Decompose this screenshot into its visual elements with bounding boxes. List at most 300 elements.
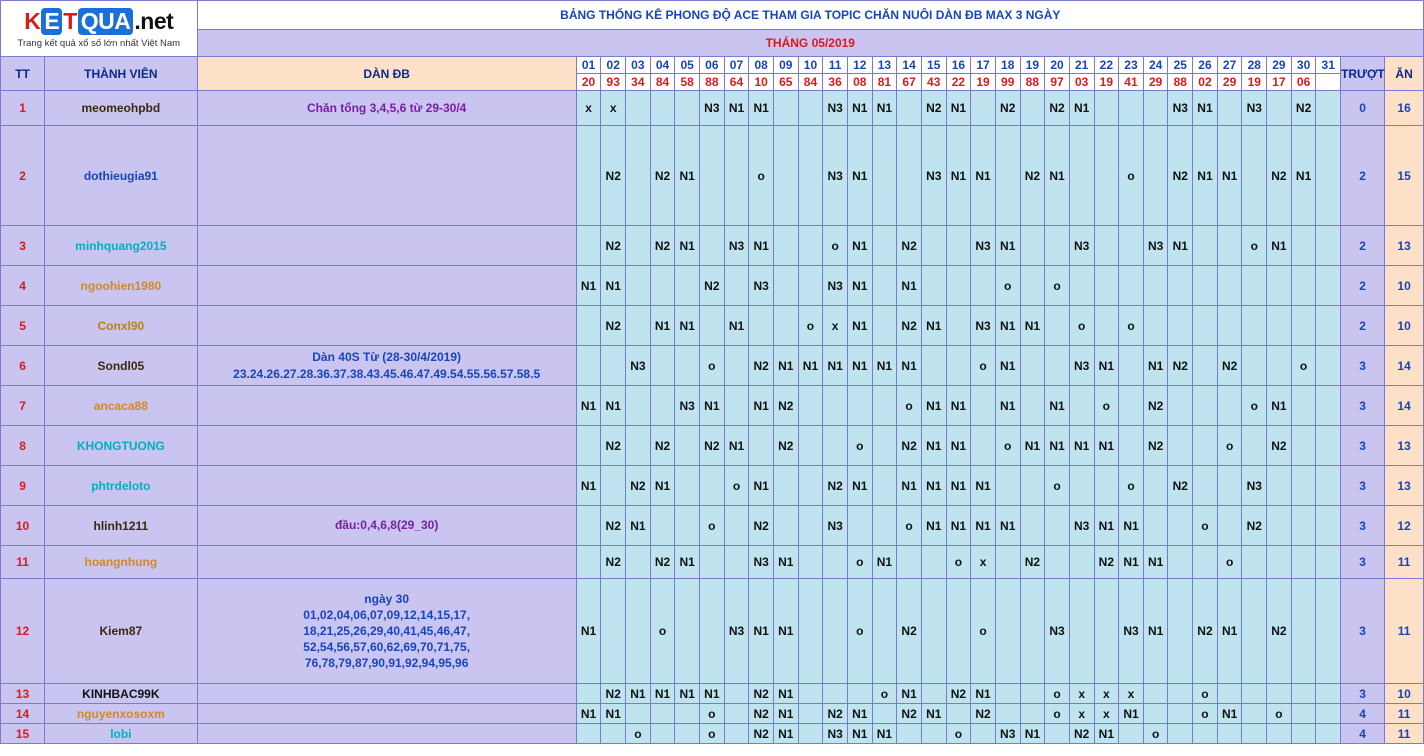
- table-row: [1, 546, 1424, 579]
- col-dan: DÀN ĐB: [197, 57, 576, 91]
- result-cell: [1119, 226, 1144, 266]
- an-value: 13: [1385, 426, 1424, 466]
- result-cell: [773, 126, 798, 226]
- result-cell: [1291, 724, 1316, 744]
- result-cell: [700, 466, 725, 506]
- result-cell: o: [897, 506, 922, 546]
- result-cell: [798, 704, 823, 724]
- truot-value: 2: [1341, 306, 1385, 346]
- result-cell: o: [798, 306, 823, 346]
- result-cell: N2: [773, 386, 798, 426]
- member-name[interactable]: KHONGTUONG: [45, 426, 197, 466]
- result-cell: [1020, 579, 1045, 684]
- result-cell: N1: [576, 266, 601, 306]
- result-cell: [1143, 126, 1168, 226]
- day-value: 81: [872, 74, 897, 91]
- member-name[interactable]: lobi: [45, 724, 197, 744]
- result-cell: N1: [1267, 226, 1292, 266]
- day-value: 58: [675, 74, 700, 91]
- day-header: 05: [675, 57, 700, 74]
- dan-db-cell: [197, 386, 576, 426]
- result-cell: [872, 126, 897, 226]
- row-index: 6: [1, 346, 45, 386]
- result-cell: [675, 506, 700, 546]
- member-name[interactable]: hoangnhung: [45, 546, 197, 579]
- result-cell: [773, 266, 798, 306]
- result-cell: [1217, 506, 1242, 546]
- an-value: 10: [1385, 266, 1424, 306]
- result-cell: [995, 466, 1020, 506]
- result-cell: [872, 266, 897, 306]
- result-cell: o: [1094, 386, 1119, 426]
- result-cell: N3: [1143, 226, 1168, 266]
- result-cell: [724, 386, 749, 426]
- row-index: 10: [1, 506, 45, 546]
- result-cell: o: [1143, 724, 1168, 744]
- result-cell: [1094, 226, 1119, 266]
- result-cell: N2: [1143, 426, 1168, 466]
- day-value: 03: [1069, 74, 1094, 91]
- result-cell: N1: [847, 724, 872, 744]
- day-value: 17: [1267, 74, 1292, 91]
- result-cell: [1094, 579, 1119, 684]
- result-cell: N1: [847, 466, 872, 506]
- day-header: 13: [872, 57, 897, 74]
- result-cell: N3: [1242, 466, 1267, 506]
- result-cell: [1267, 506, 1292, 546]
- result-cell: [724, 126, 749, 226]
- day-value: 97: [1045, 74, 1070, 91]
- member-name[interactable]: ngoohien1980: [45, 266, 197, 306]
- col-an: ĂN: [1385, 57, 1424, 91]
- result-cell: N3: [724, 579, 749, 684]
- table-row: [1, 226, 1424, 266]
- result-cell: [1168, 684, 1193, 704]
- result-cell: N1: [601, 386, 626, 426]
- result-cell: N2: [1267, 426, 1292, 466]
- result-cell: [847, 386, 872, 426]
- result-cell: N2: [749, 724, 774, 744]
- result-cell: [1168, 724, 1193, 744]
- result-cell: o: [995, 266, 1020, 306]
- an-value: 14: [1385, 346, 1424, 386]
- day-header: 19: [1020, 57, 1045, 74]
- result-cell: [1217, 226, 1242, 266]
- day-value: 19: [971, 74, 996, 91]
- result-cell: N1: [872, 346, 897, 386]
- result-cell: [1168, 386, 1193, 426]
- result-cell: [601, 466, 626, 506]
- an-value: 16: [1385, 91, 1424, 126]
- result-cell: N2: [1267, 579, 1292, 684]
- result-cell: N1: [773, 684, 798, 704]
- result-cell: N1: [773, 704, 798, 724]
- result-cell: N1: [921, 466, 946, 506]
- result-cell: o: [872, 684, 897, 704]
- result-cell: o: [1045, 466, 1070, 506]
- result-cell: [946, 226, 971, 266]
- result-cell: [576, 684, 601, 704]
- result-cell: [872, 426, 897, 466]
- result-cell: [1316, 426, 1341, 466]
- result-cell: [1242, 546, 1267, 579]
- dan-db-cell: [197, 266, 576, 306]
- result-cell: N2: [749, 346, 774, 386]
- result-cell: N3: [1168, 91, 1193, 126]
- result-cell: N2: [897, 579, 922, 684]
- result-cell: o: [1045, 704, 1070, 724]
- result-cell: [1217, 306, 1242, 346]
- result-cell: N2: [1045, 91, 1070, 126]
- result-cell: [872, 506, 897, 546]
- result-cell: N2: [1168, 466, 1193, 506]
- day-header: 25: [1168, 57, 1193, 74]
- result-cell: [847, 506, 872, 546]
- result-cell: [1267, 724, 1292, 744]
- result-cell: [995, 704, 1020, 724]
- result-cell: N1: [946, 91, 971, 126]
- result-cell: [626, 579, 651, 684]
- result-cell: [1094, 466, 1119, 506]
- result-cell: N1: [724, 306, 749, 346]
- result-cell: [1045, 226, 1070, 266]
- result-cell: [971, 386, 996, 426]
- result-cell: N1: [946, 126, 971, 226]
- result-cell: N3: [1242, 91, 1267, 126]
- result-cell: [872, 306, 897, 346]
- result-cell: [1020, 386, 1045, 426]
- dan-line: Dàn 40S Từ (28-30/4/2019): [312, 350, 462, 365]
- truot-value: 2: [1341, 266, 1385, 306]
- result-cell: [1193, 386, 1218, 426]
- result-cell: [675, 579, 700, 684]
- result-cell: o: [1119, 466, 1144, 506]
- result-cell: N2: [700, 426, 725, 466]
- result-cell: [798, 546, 823, 579]
- result-cell: N1: [773, 579, 798, 684]
- result-cell: N2: [1069, 724, 1094, 744]
- result-cell: [1020, 226, 1045, 266]
- truot-value: 3: [1341, 466, 1385, 506]
- result-cell: [1242, 704, 1267, 724]
- result-cell: N1: [823, 346, 848, 386]
- result-cell: N2: [749, 506, 774, 546]
- result-cell: N1: [1045, 126, 1070, 226]
- dan-db-cell: [197, 346, 576, 386]
- result-cell: N2: [601, 506, 626, 546]
- result-cell: [1316, 684, 1341, 704]
- result-cell: [971, 266, 996, 306]
- result-cell: N2: [1020, 126, 1045, 226]
- result-cell: [1291, 306, 1316, 346]
- result-cell: N1: [675, 126, 700, 226]
- result-cell: N1: [700, 386, 725, 426]
- result-cell: [1168, 546, 1193, 579]
- result-cell: [650, 386, 675, 426]
- result-cell: [1316, 704, 1341, 724]
- member-name[interactable]: meomeohpbd: [45, 91, 197, 126]
- truot-value: 3: [1341, 579, 1385, 684]
- result-cell: N3: [971, 226, 996, 266]
- result-cell: [1316, 546, 1341, 579]
- truot-value: 4: [1341, 724, 1385, 744]
- result-cell: N1: [995, 346, 1020, 386]
- row-index: 13: [1, 684, 45, 704]
- result-cell: N1: [946, 426, 971, 466]
- result-cell: N1: [576, 579, 601, 684]
- dan-line: 01,02,04,06,07,09,12,14,15,17,: [303, 607, 471, 622]
- result-cell: [1217, 386, 1242, 426]
- day-value: 88: [1168, 74, 1193, 91]
- member-name[interactable]: hlinh1211: [45, 506, 197, 546]
- result-cell: N1: [1119, 546, 1144, 579]
- result-cell: N2: [1291, 91, 1316, 126]
- result-cell: N2: [971, 704, 996, 724]
- result-cell: N1: [1069, 91, 1094, 126]
- result-cell: [650, 704, 675, 724]
- result-cell: [1291, 579, 1316, 684]
- result-cell: x: [1094, 684, 1119, 704]
- result-cell: N3: [921, 126, 946, 226]
- member-name[interactable]: phtrdeloto: [45, 466, 197, 506]
- result-cell: o: [946, 546, 971, 579]
- result-cell: [1267, 346, 1292, 386]
- result-cell: [823, 386, 848, 426]
- result-cell: N3: [995, 724, 1020, 744]
- site-logo[interactable]: K E T QUA .net Trang kết quả xổ số lớn nhất Việt Nam: [1, 1, 198, 57]
- result-cell: N1: [897, 684, 922, 704]
- result-cell: [897, 724, 922, 744]
- result-cell: N3: [724, 226, 749, 266]
- result-cell: N1: [749, 579, 774, 684]
- member-name[interactable]: ancaca88: [45, 386, 197, 426]
- result-cell: [1316, 579, 1341, 684]
- result-cell: [1193, 346, 1218, 386]
- day-value: 29: [1143, 74, 1168, 91]
- result-cell: N3: [1045, 579, 1070, 684]
- result-cell: N3: [749, 266, 774, 306]
- dan-line: 23.24.26.27.28.36.37.38.43.45.46.47.49.54.55.56.57.58.5: [233, 366, 541, 381]
- result-cell: N2: [749, 684, 774, 704]
- day-header: 27: [1217, 57, 1242, 74]
- member-name[interactable]: nguyenxosoxm: [45, 704, 197, 724]
- an-value: 10: [1385, 306, 1424, 346]
- result-cell: [1143, 684, 1168, 704]
- result-cell: [1217, 724, 1242, 744]
- member-name[interactable]: Kiem87: [45, 579, 197, 684]
- day-header: 28: [1242, 57, 1267, 74]
- result-cell: N3: [1069, 226, 1094, 266]
- result-cell: [823, 684, 848, 704]
- result-cell: [872, 226, 897, 266]
- result-cell: [1119, 91, 1144, 126]
- result-cell: N2: [897, 226, 922, 266]
- result-cell: [995, 546, 1020, 579]
- result-cell: N1: [971, 126, 996, 226]
- result-cell: [1267, 684, 1292, 704]
- result-cell: [1316, 346, 1341, 386]
- result-cell: N1: [650, 466, 675, 506]
- result-cell: [1316, 506, 1341, 546]
- day-value: 22: [946, 74, 971, 91]
- member-name[interactable]: minhquang2015: [45, 226, 197, 266]
- result-cell: N2: [700, 266, 725, 306]
- result-cell: N1: [897, 466, 922, 506]
- result-cell: N3: [626, 346, 651, 386]
- result-cell: [872, 466, 897, 506]
- result-cell: N1: [946, 386, 971, 426]
- result-cell: N2: [1020, 546, 1045, 579]
- result-cell: o: [1242, 386, 1267, 426]
- dan-line: đầu:0,4,6,8(29_30): [334, 518, 439, 533]
- result-cell: [1291, 546, 1316, 579]
- result-cell: [798, 724, 823, 744]
- result-cell: [749, 426, 774, 466]
- result-cell: o: [700, 724, 725, 744]
- result-cell: [921, 226, 946, 266]
- result-cell: [1119, 266, 1144, 306]
- result-cell: [798, 426, 823, 466]
- day-header: 31: [1316, 57, 1341, 74]
- result-cell: N1: [1193, 126, 1218, 226]
- dan-db-cell: [197, 506, 576, 546]
- result-cell: [1217, 266, 1242, 306]
- row-index: 11: [1, 546, 45, 579]
- dan-db-cell: [197, 91, 576, 126]
- dan-db-cell: [197, 546, 576, 579]
- result-cell: [773, 466, 798, 506]
- result-cell: o: [700, 506, 725, 546]
- result-cell: [1094, 266, 1119, 306]
- table-row: [1, 126, 1424, 226]
- dan-db-cell: [197, 466, 576, 506]
- result-cell: [576, 306, 601, 346]
- result-cell: [650, 266, 675, 306]
- result-cell: x: [1094, 704, 1119, 724]
- result-cell: N1: [897, 346, 922, 386]
- result-cell: [601, 346, 626, 386]
- result-cell: [700, 306, 725, 346]
- result-cell: [700, 546, 725, 579]
- result-cell: o: [971, 346, 996, 386]
- result-cell: [1045, 506, 1070, 546]
- result-cell: N2: [897, 426, 922, 466]
- truot-value: 3: [1341, 506, 1385, 546]
- truot-value: 2: [1341, 126, 1385, 226]
- result-cell: [1168, 579, 1193, 684]
- result-cell: [626, 126, 651, 226]
- result-cell: [724, 704, 749, 724]
- member-name[interactable]: KINHBAC99K: [45, 684, 197, 704]
- result-cell: N1: [1168, 226, 1193, 266]
- result-cell: [1316, 91, 1341, 126]
- col-tt: TT: [1, 57, 45, 91]
- result-cell: N1: [872, 91, 897, 126]
- result-cell: N2: [601, 126, 626, 226]
- day-value: 64: [724, 74, 749, 91]
- result-cell: [1045, 724, 1070, 744]
- result-cell: N1: [847, 266, 872, 306]
- result-cell: N1: [749, 466, 774, 506]
- logo-tagline: Trang kết quả xổ số lớn nhất Việt Nam: [17, 38, 181, 49]
- result-cell: [971, 724, 996, 744]
- result-cell: [946, 306, 971, 346]
- table-row: [1, 466, 1424, 506]
- result-cell: [626, 704, 651, 724]
- result-cell: N1: [749, 91, 774, 126]
- result-cell: [1242, 266, 1267, 306]
- result-cell: N1: [773, 346, 798, 386]
- result-cell: o: [700, 346, 725, 386]
- result-cell: N1: [847, 346, 872, 386]
- result-cell: [1069, 266, 1094, 306]
- result-cell: [773, 506, 798, 546]
- dan-db-cell: [197, 306, 576, 346]
- result-cell: [1020, 346, 1045, 386]
- result-cell: o: [1119, 306, 1144, 346]
- result-cell: [1020, 266, 1045, 306]
- an-value: 15: [1385, 126, 1424, 226]
- an-value: 14: [1385, 386, 1424, 426]
- result-cell: [1291, 466, 1316, 506]
- member-name[interactable]: Sondl05: [45, 346, 197, 386]
- result-cell: N1: [724, 91, 749, 126]
- result-cell: [921, 546, 946, 579]
- result-cell: [1242, 684, 1267, 704]
- result-cell: [724, 346, 749, 386]
- result-cell: [1193, 266, 1218, 306]
- result-cell: N1: [1217, 704, 1242, 724]
- result-cell: [1242, 579, 1267, 684]
- result-cell: [1291, 684, 1316, 704]
- table-row: [1, 306, 1424, 346]
- table-row: [1, 724, 1424, 744]
- truot-value: 3: [1341, 426, 1385, 466]
- result-cell: [872, 386, 897, 426]
- day-value: 67: [897, 74, 922, 91]
- dan-line: 76,78,79,87,90,91,92,94,95,96: [304, 656, 469, 671]
- result-cell: N1: [601, 704, 626, 724]
- member-name[interactable]: dothieugia91: [45, 126, 197, 226]
- result-cell: N1: [576, 386, 601, 426]
- day-header: 26: [1193, 57, 1218, 74]
- result-cell: [700, 226, 725, 266]
- an-value: 11: [1385, 546, 1424, 579]
- member-name[interactable]: Conxl90: [45, 306, 197, 346]
- result-cell: [798, 506, 823, 546]
- result-cell: N1: [995, 386, 1020, 426]
- result-cell: [626, 426, 651, 466]
- result-cell: x: [1069, 684, 1094, 704]
- result-cell: [1242, 126, 1267, 226]
- result-cell: [995, 579, 1020, 684]
- result-cell: o: [1291, 346, 1316, 386]
- result-cell: [576, 346, 601, 386]
- result-cell: N1: [1094, 506, 1119, 546]
- result-cell: [798, 684, 823, 704]
- result-cell: [1291, 426, 1316, 466]
- result-cell: o: [1267, 704, 1292, 724]
- result-cell: N1: [847, 126, 872, 226]
- result-cell: N1: [601, 266, 626, 306]
- result-cell: [946, 579, 971, 684]
- result-cell: N1: [1094, 426, 1119, 466]
- result-cell: N2: [626, 466, 651, 506]
- result-cell: N3: [823, 126, 848, 226]
- result-cell: N1: [847, 91, 872, 126]
- table-row: [1, 684, 1424, 704]
- result-cell: o: [1217, 546, 1242, 579]
